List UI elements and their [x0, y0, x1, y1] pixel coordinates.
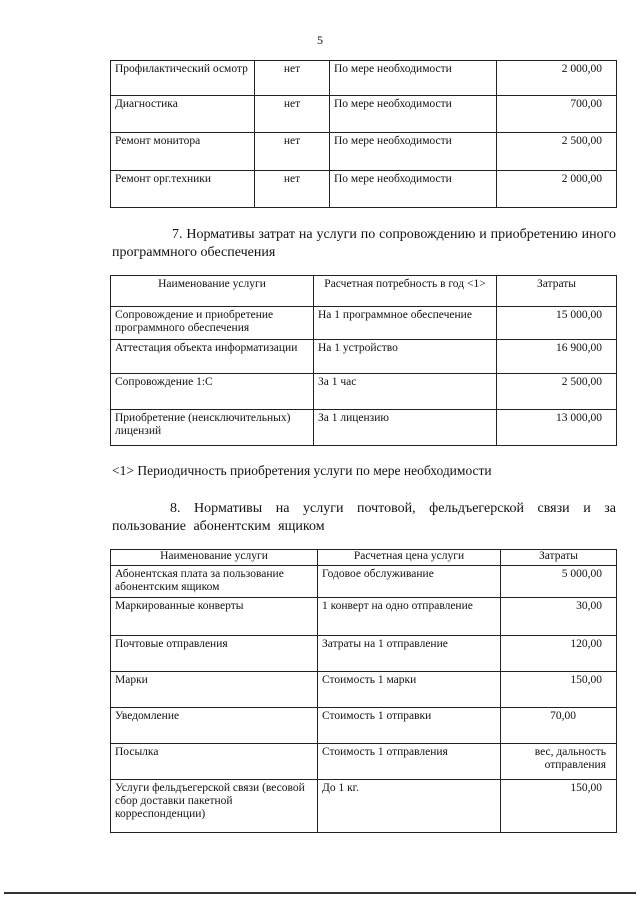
price-cell: До 1 кг. — [318, 780, 501, 833]
cost-cell: 2 500,00 — [497, 133, 617, 171]
frequency-cell: По мере необходимости — [330, 171, 497, 208]
cost-cell: 150,00 — [501, 672, 617, 708]
price-cell: Стоимость 1 отправки — [318, 708, 501, 744]
cost-cell: 2 500,00 — [497, 374, 617, 410]
cost-cell: 15 000,00 — [497, 307, 617, 340]
frequency-cell: По мере необходимости — [330, 133, 497, 171]
service-name: Маркированные конверты — [111, 598, 318, 636]
service-name: Сопровождение 1:С — [111, 374, 314, 410]
column-header: Наименование услуги — [111, 276, 314, 307]
column-header: Затраты — [497, 276, 617, 307]
service-name: Диагностика — [111, 96, 255, 133]
table-row — [111, 708, 617, 744]
price-cell: 1 конверт на одно отправление — [318, 598, 501, 636]
cost-cell: 2 000,00 — [497, 171, 617, 208]
flag-cell: нет — [255, 171, 330, 208]
price-cell: Годовое обслуживание — [318, 566, 501, 598]
service-name: Посылка — [111, 744, 318, 780]
table-row — [111, 374, 617, 410]
flag-cell: нет — [255, 133, 330, 171]
table-row — [111, 780, 617, 833]
table-row — [111, 410, 617, 446]
flag-cell: нет — [255, 61, 330, 96]
column-header: Расчетная потребность в год <1> — [314, 276, 497, 307]
page-bottom-rule — [4, 892, 636, 894]
service-name: Ремонт монитора — [111, 133, 255, 171]
page-number: 5 — [317, 33, 323, 47]
footnote: <1> Периодичность приобретения услуги по мере необходимости — [112, 463, 492, 478]
cost-cell: 2 000,00 — [497, 61, 617, 96]
column-header: Расчетная цена услуги — [318, 550, 501, 566]
cost-cell: 150,00 — [501, 780, 617, 833]
price-cell: Стоимость 1 марки — [318, 672, 501, 708]
table-row — [111, 340, 617, 374]
service-name: Почтовые отправления — [111, 636, 318, 672]
section-8-title: 8. Нормативы на услуги почтовой, фельдъегерской связи и за пользование абонентским ящиком — [112, 501, 616, 534]
table-row — [111, 672, 617, 708]
postal-costs-table — [110, 549, 617, 833]
cost-cell: вес, дальность отправления — [501, 744, 617, 780]
service-name: Аттестация объекта информатизации — [111, 340, 314, 374]
need-cell: На 1 программное обеспечение — [314, 307, 497, 340]
cost-cell: 16 900,00 — [497, 340, 617, 374]
service-name: Профилактический осмотр — [111, 61, 255, 96]
table-row — [111, 566, 617, 598]
cost-cell: 13 000,00 — [497, 410, 617, 446]
price-cell: Затраты на 1 отправление — [318, 636, 501, 672]
software-costs-table — [110, 275, 617, 446]
need-cell: За 1 лицензию — [314, 410, 497, 446]
cost-cell: 5 000,00 — [501, 566, 617, 598]
flag-cell: нет — [255, 96, 330, 133]
frequency-cell: По мере необходимости — [330, 61, 497, 96]
cost-cell: 700,00 — [497, 96, 617, 133]
need-cell: За 1 час — [314, 374, 497, 410]
table-row — [111, 171, 617, 208]
column-header: Затраты — [501, 550, 617, 566]
table-row — [111, 636, 617, 672]
need-cell: На 1 устройство — [314, 340, 497, 374]
service-name: Услуги фельдъегерской связи (весовой сбор доставки пакетной корреспонденции) — [111, 780, 318, 833]
table-header-row — [111, 550, 617, 566]
service-name: Марки — [111, 672, 318, 708]
maintenance-costs-table — [110, 60, 617, 208]
table-header-row — [111, 276, 617, 307]
table-row — [111, 307, 617, 340]
table-row — [111, 744, 617, 780]
service-name: Сопровождение и приобретение программного обеспечения — [111, 307, 314, 340]
table-row — [111, 61, 617, 96]
cost-cell: 70,00 — [501, 708, 617, 744]
table-row — [111, 598, 617, 636]
cost-cell: 120,00 — [501, 636, 617, 672]
frequency-cell: По мере необходимости — [330, 96, 497, 133]
column-header: Наименование услуги — [111, 550, 318, 566]
service-name: Уведомление — [111, 708, 318, 744]
service-name: Абонентская плата за пользование абонентским ящиком — [111, 566, 318, 598]
price-cell: Стоимость 1 отправления — [318, 744, 501, 780]
service-name: Ремонт орг.техники — [111, 171, 255, 208]
section-7-title: 7. Нормативы затрат на услуги по сопровождению и приобретению иного программного обеспечения — [112, 227, 616, 260]
cost-cell: 30,00 — [501, 598, 617, 636]
table-row — [111, 133, 617, 171]
table-row — [111, 96, 617, 133]
service-name: Приобретение (неисключительных) лицензий — [111, 410, 314, 446]
